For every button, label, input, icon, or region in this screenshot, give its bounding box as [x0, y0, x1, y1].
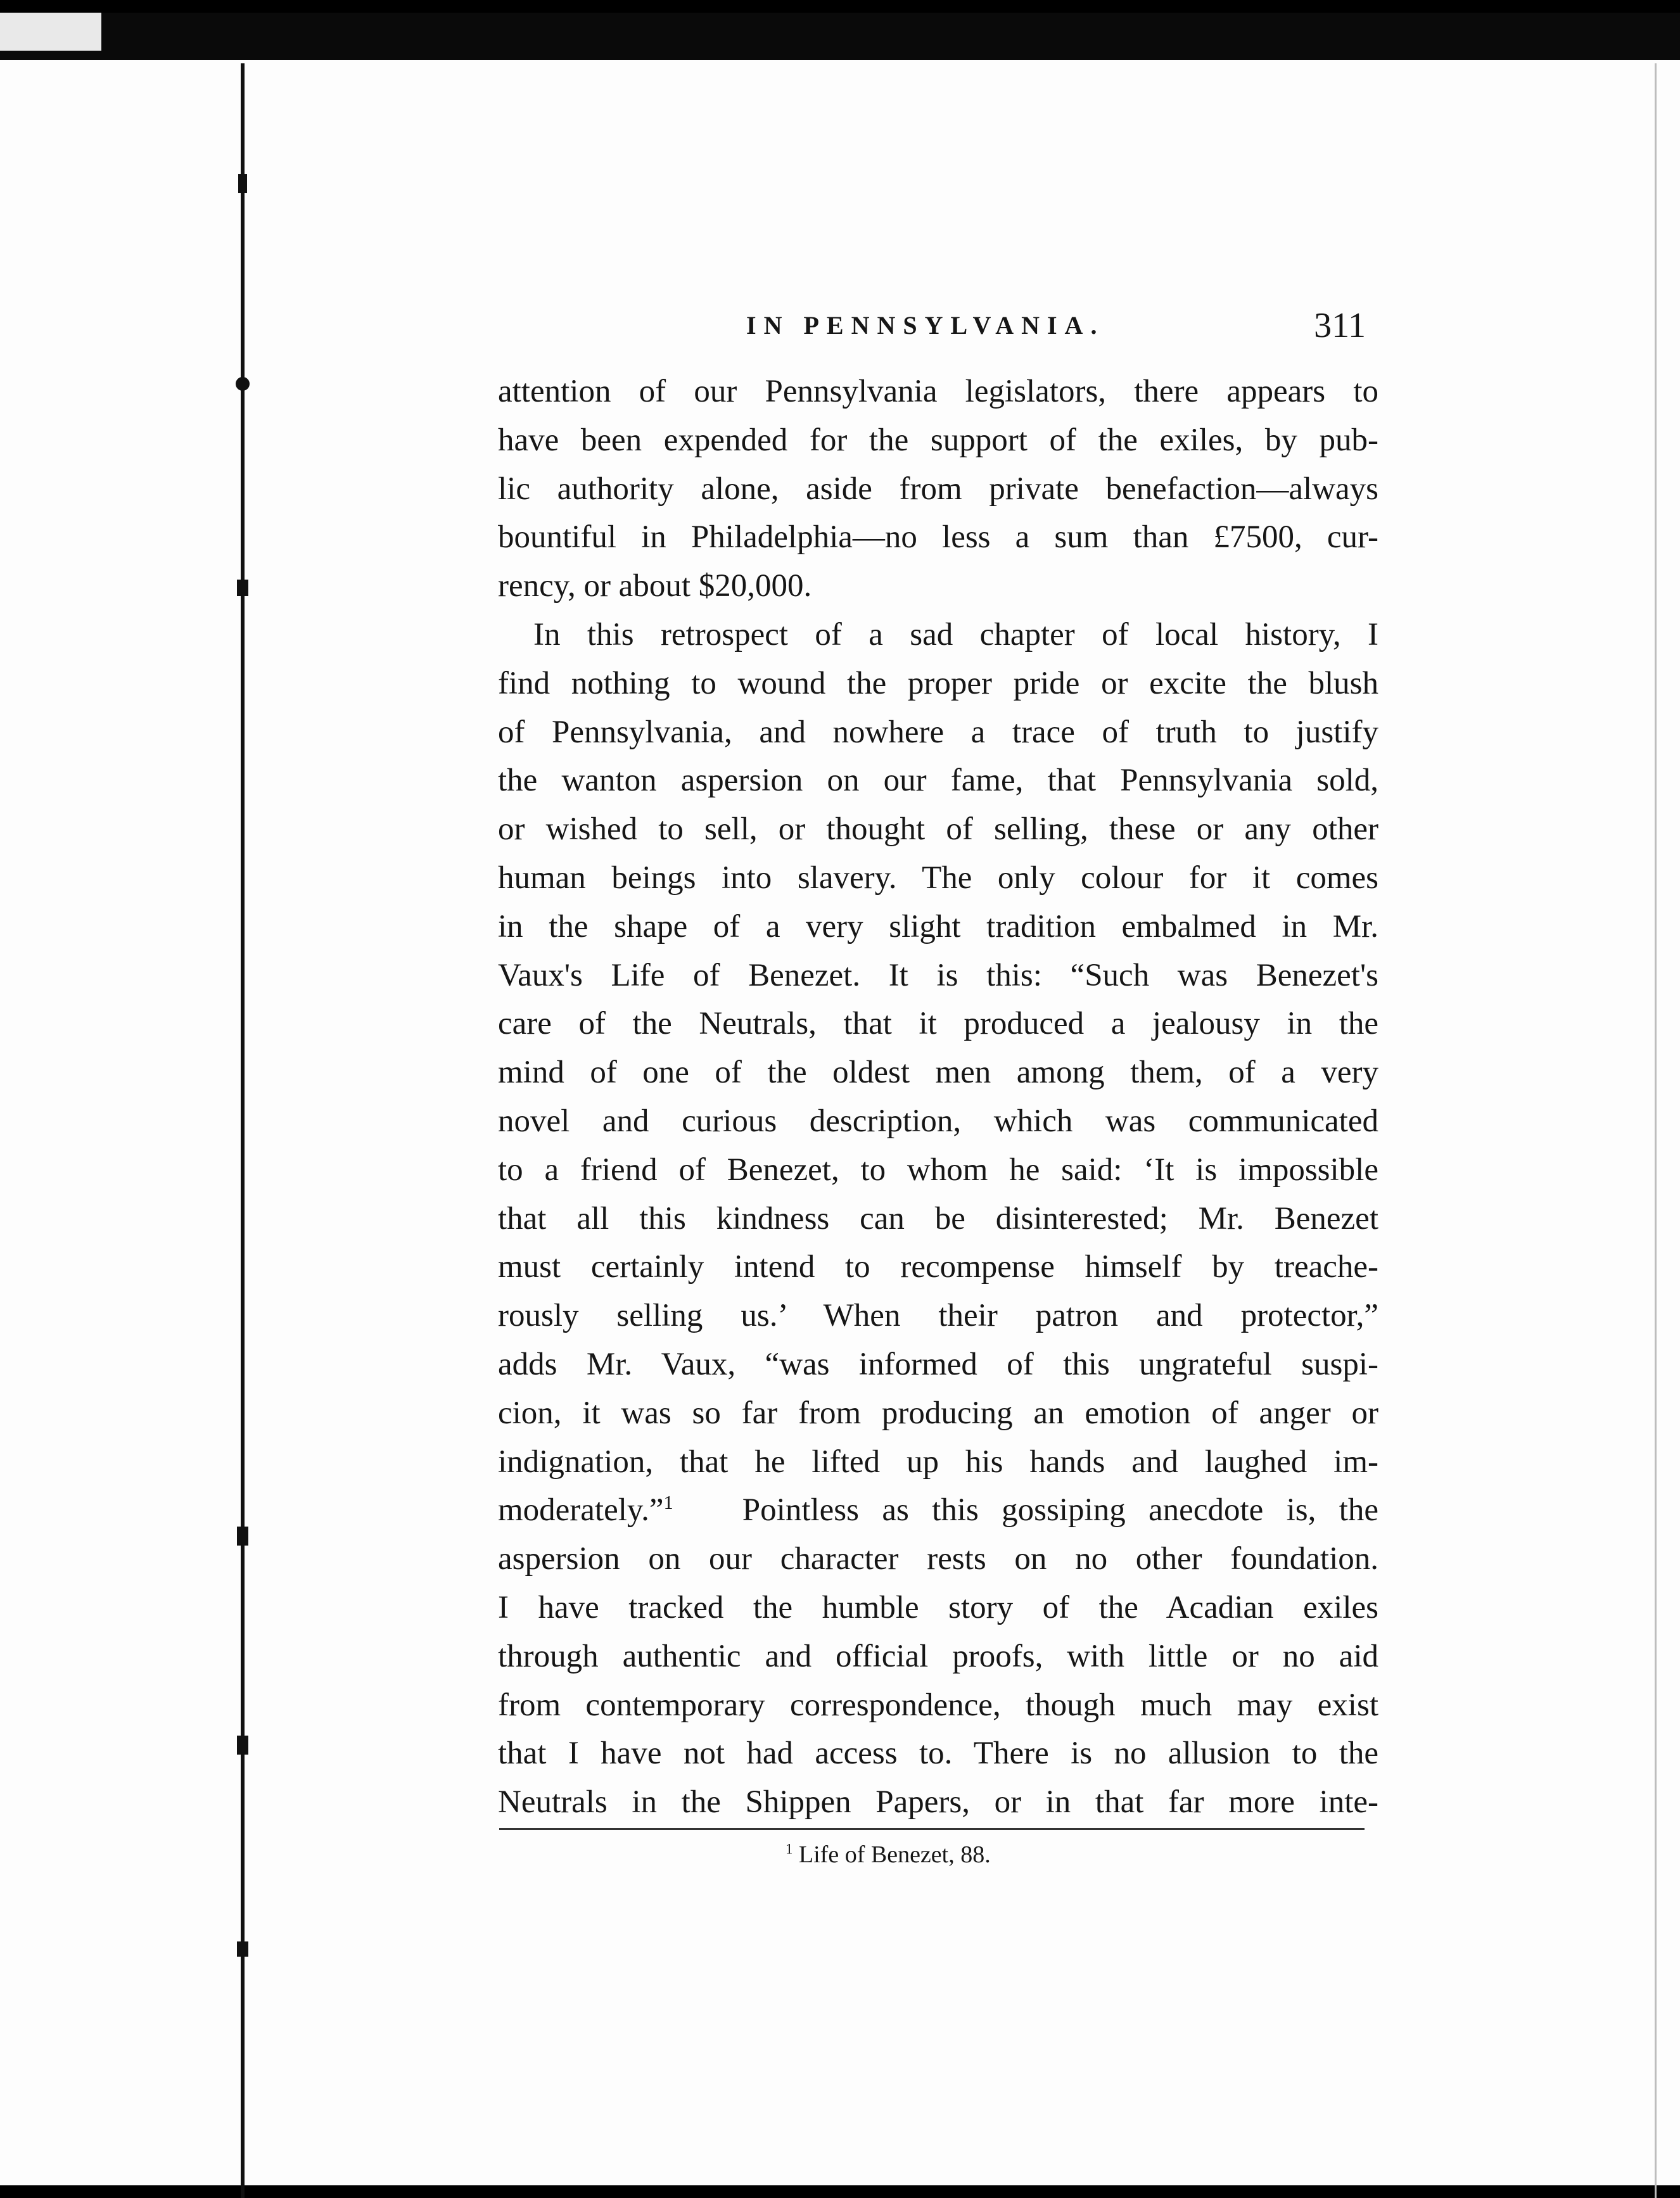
footnote-reference: 1: [663, 1492, 673, 1514]
text-line: I have tracked the humble story of the Acadian exiles: [498, 1589, 1378, 1625]
text-line: that all this kindness can be disinterested; Mr. Benezet: [498, 1200, 1378, 1236]
text-line: through authentic and official proofs, with little or no aid: [498, 1638, 1378, 1674]
text-line: of Pennsylvania, and nowhere a trace of truth to justify: [498, 714, 1378, 750]
text-line: Neutrals in the Shippen Papers, or in that far more inte-: [498, 1784, 1378, 1820]
running-head: IN PENNSYLVANIA.: [746, 311, 1105, 340]
text-line: find nothing to wound the proper pride or excite the blush: [498, 665, 1378, 701]
text-line: aspersion on our character rests on no other foundation.: [498, 1541, 1378, 1577]
text-line: adds Mr. Vaux, “was informed of this ungrateful suspi-: [498, 1346, 1378, 1382]
text-line: that I have not had access to. There is no allusion to the: [498, 1736, 1378, 1772]
text-line: the wanton aspersion on our fame, that Pennsylvania sold,: [498, 763, 1378, 799]
text-line: in the shape of a very slight tradition embalmed in Mr.: [498, 908, 1378, 944]
body-text: [498, 367, 1378, 1827]
text-line: In this retrospect of a sad chapter of local history, I: [533, 616, 1378, 652]
text-line: attention of our Pennsylvania legislators, there appears to: [498, 374, 1378, 409]
text-line: novel and curious description, which was communicated: [498, 1103, 1378, 1139]
gutter-mark: [237, 1527, 248, 1546]
gutter-mark: [236, 377, 250, 391]
text-line: from contemporary correspondence, though much may exist: [498, 1687, 1378, 1723]
gutter-mark: [237, 1941, 248, 1957]
scan-corner-shadow: [0, 13, 101, 51]
text-line: indignation, that he lifted up his hands and laughed im-: [498, 1444, 1378, 1480]
text-line: rously selling us.’ When their patron and protector,”: [498, 1298, 1378, 1334]
text-line: mind of one of the oldest men among them, of a very: [498, 1055, 1378, 1091]
text-line: to a friend of Benezet, to whom he said: ‘It is impossible: [498, 1152, 1378, 1188]
text-line: rency, or about $20,000.: [498, 568, 812, 604]
text-line: must certainly intend to recompense himself by treache-: [498, 1249, 1378, 1285]
text-line: or wished to sell, or thought of selling, these or any other: [498, 811, 1378, 848]
text-fragment: Pointless as this gossiping anecdote is, the: [742, 1492, 1378, 1528]
scan-top-border: [0, 13, 1680, 60]
text-line: human beings into slavery. The only colour for it comes: [498, 860, 1378, 896]
text-line-with-footnote: [498, 1486, 1378, 1535]
footnote-marker: 1: [786, 1841, 793, 1857]
text-line: Vaux's Life of Benezet. It is this: “Such was Benezet's: [498, 957, 1378, 993]
text-line: cion, it was so far from producing an emotion of anger or: [498, 1395, 1378, 1431]
text-fragment: moderately.”: [498, 1492, 664, 1528]
page-header: [498, 305, 1366, 352]
text-line: lic authority alone, aside from private benefaction—always: [498, 471, 1378, 507]
text-line: care of the Neutrals, that it produced a jealousy in the: [498, 1006, 1378, 1042]
gutter-mark: [238, 174, 247, 193]
gutter-mark: [237, 1736, 248, 1755]
gutter-mark: [237, 580, 248, 596]
text-line: bountiful in Philadelphia—no less a sum than £7500, cur-: [498, 519, 1378, 556]
page-number: 311: [1314, 306, 1366, 345]
page-right-edge: [1655, 63, 1657, 2198]
text-line: have been expended for the support of the exiles, by pub-: [498, 422, 1378, 458]
footnote-divider: [499, 1828, 1365, 1830]
footnote-text: Life of Benezet, 88.: [798, 1841, 991, 1868]
footnote: [786, 1841, 991, 1869]
